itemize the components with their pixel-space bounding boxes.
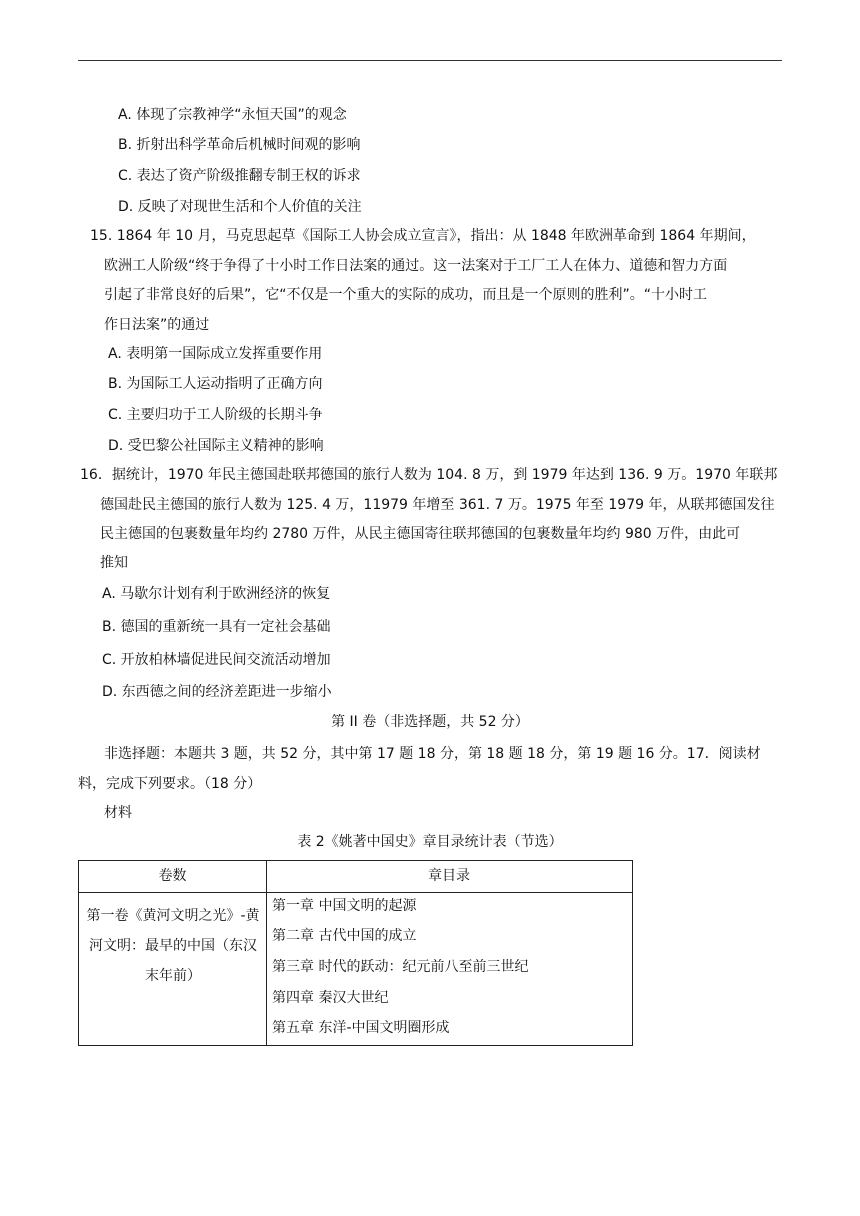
chapter-5: 第五章 东洋-中国文明圈形成 bbox=[272, 1020, 450, 1036]
q16-option-b: B. 德国的重新统一具有一定社会基础 bbox=[102, 619, 331, 635]
table-header-volume: 卷数 bbox=[158, 868, 187, 884]
q14-option-d: D. 反映了对现世生活和个人价值的关注 bbox=[118, 199, 362, 215]
q15-option-d: D. 受巴黎公社国际主义精神的影响 bbox=[108, 438, 324, 454]
q15-stem-line-3: 引起了非常良好的后果”，它“不仅是一个重大的实际的成功，而且是一个原则的胜利”。“十小时工 bbox=[104, 287, 708, 303]
table-column-divider bbox=[266, 861, 267, 1045]
table-caption: 表 2《姚著中国史》章目录统计表（节选） bbox=[297, 834, 563, 850]
q14-option-c: C. 表达了资产阶级推翻专制王权的诉求 bbox=[118, 168, 361, 184]
q16-stem-line-4: 推知 bbox=[100, 555, 128, 571]
table-cell-volume: 第一卷《黄河文明之光》-黄河文明：最早的中国（东汉末年前） bbox=[86, 908, 260, 984]
q15-stem-line-1: 15. 1864 年 10 月，马克思起草《国际工人协会成立宣言》，指出：从 1848 年欧洲革命到 1864 年期间， bbox=[90, 228, 756, 244]
q14-option-b: B. 折射出科学革命后机械时间观的影响 bbox=[118, 137, 361, 153]
q16-stem-line-2: 德国赴民主德国的旅行人数为 125. 4 万，11979 年增至 361. 7 万。1975 年至 1979 年，从联邦德国发往 bbox=[100, 497, 775, 513]
table-header-chapters: 章目录 bbox=[428, 868, 470, 884]
part2-title: 第 II 卷（非选择题，共 52 分） bbox=[331, 714, 529, 730]
material-label: 材料 bbox=[104, 805, 132, 821]
q16-stem-line-1: 16．据统计，1970 年民主德国赴联邦德国的旅行人数为 104. 8 万，到 1979 年达到 136. 9 万。1970 年联邦 bbox=[80, 467, 778, 483]
q15-stem-line-2: 欧洲工人阶级“终于争得了十小时工作日法案的通过。这一法案对于工厂工人在体力、道德和智力方面 bbox=[104, 258, 728, 274]
chapter-4: 第四章 秦汉大世纪 bbox=[272, 990, 389, 1006]
q16-option-a: A. 马歇尔计划有利于欧洲经济的恢复 bbox=[102, 586, 331, 602]
header-rule bbox=[78, 60, 782, 61]
chapter-3: 第三章 时代的跃动：纪元前八至前三世纪 bbox=[272, 959, 529, 975]
q16-stem-line-3: 民主德国的包裹数量年均约 2780 万件，从民主德国寄往联邦德国的包裹数量年均约 980 万件，由此可 bbox=[100, 526, 741, 542]
q15-option-b: B. 为国际工人运动指明了正确方向 bbox=[108, 376, 323, 392]
q16-option-c: C. 开放柏林墙促进民间交流活动增加 bbox=[102, 652, 331, 668]
chapter-2: 第二章 古代中国的成立 bbox=[272, 928, 417, 944]
chapter-table bbox=[78, 860, 633, 1046]
q14-option-a: A. 体现了宗教神学“永恒天国”的观念 bbox=[118, 107, 347, 123]
q15-option-c: C. 主要归功于工人阶级的长期斗争 bbox=[108, 407, 323, 423]
q15-option-a: A. 表明第一国际成立发挥重要作用 bbox=[108, 346, 323, 362]
q15-stem-line-4: 作日法案”的通过 bbox=[104, 317, 210, 333]
chapter-1: 第一章 中国文明的起源 bbox=[272, 898, 417, 914]
q16-option-d: D. 东西德之间的经济差距进一步缩小 bbox=[102, 684, 332, 700]
part2-intro-line-2: 料，完成下列要求。（18 分） bbox=[78, 776, 262, 792]
part2-intro-line-1: 非选择题：本题共 3 题，共 52 分，其中第 17 题 18 分，第 18 题 18 分，第 19 题 16 分。17．阅读材 bbox=[104, 746, 761, 762]
